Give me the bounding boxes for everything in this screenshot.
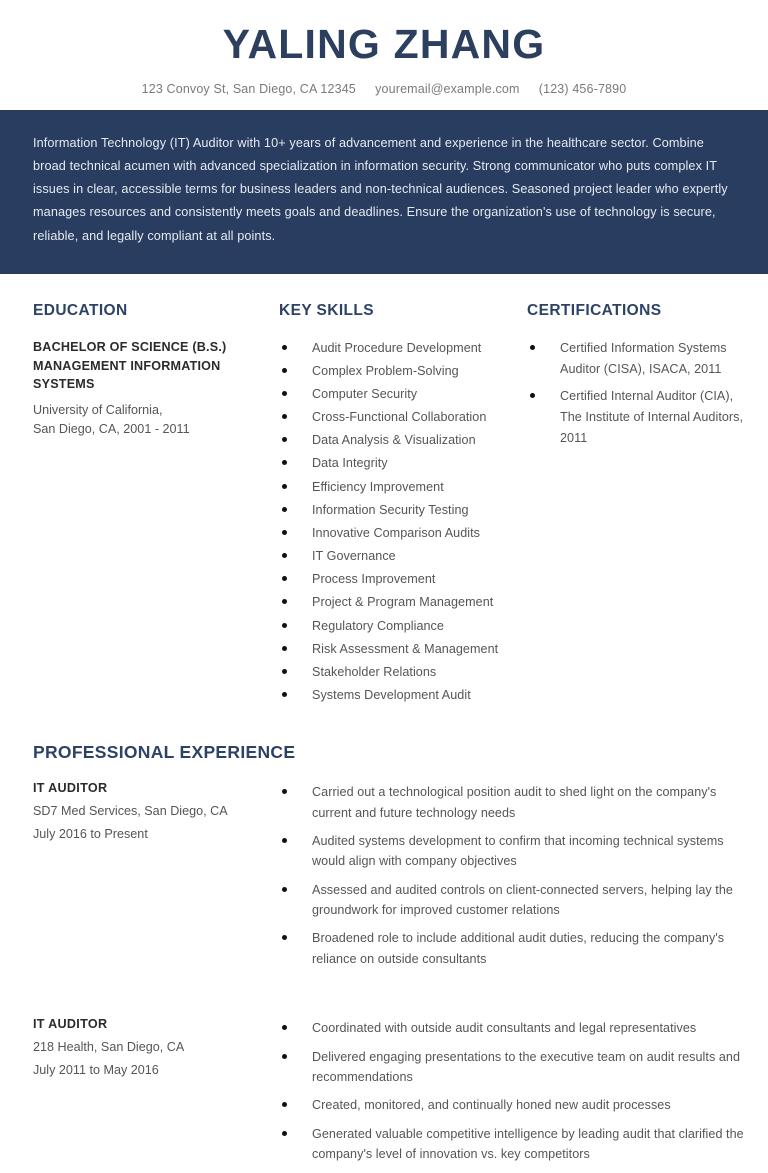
contact-line [0,82,768,96]
top-columns [33,302,744,709]
contact-address: 123 Convoy St, San Diego, CA 12345 [141,82,356,97]
education-school [33,401,279,439]
list-item: Project & Program Management [279,592,527,613]
skills-list [279,338,527,707]
education-school-line-2: San Diego, CA, 2001 - 2011 [33,422,190,437]
education-section [33,302,279,709]
education-heading: EDUCATION [33,301,128,319]
job-dates: July 2016 to Present [33,827,148,842]
summary-band [0,110,768,274]
skills-section [279,302,527,709]
list-item: Generated valuable competitive intelligence by leading audit that clarified the company's level of innovation vs. key competitors [279,1124,744,1165]
certifications-list [527,338,744,450]
skills-heading: KEY SKILLS [279,301,375,319]
list-item: IT Governance [279,546,527,567]
list-item: Stakeholder Relations [279,662,527,683]
list-item: Delivered engaging presentations to the executive team on audit results and recommendations [279,1047,744,1088]
experience-job [33,1017,744,1172]
list-item: Cross-Functional Collaboration [279,407,527,428]
certifications-section [527,302,744,709]
job-details [279,1017,744,1172]
list-item: Regulatory Compliance [279,616,527,637]
resume-body [0,302,768,1173]
list-item: Broadened role to include additional audit duties, reducing the company's reliance on outside consultants [279,928,744,969]
list-item: Process Improvement [279,569,527,590]
job-title: IT AUDITOR [33,1017,108,1032]
experience-job [33,781,744,977]
resume-header [0,0,768,96]
education-school-line-1: University of California, [33,403,163,418]
list-item: Carried out a technological position audit to shed light on the company's current and future technology needs [279,782,744,823]
list-item: Risk Assessment & Management [279,639,527,660]
list-item: Systems Development Audit [279,685,527,706]
list-item: Information Security Testing [279,500,527,521]
list-item: Coordinated with outside audit consultants and legal representatives [279,1018,744,1038]
experience-heading: PROFESSIONAL EXPERIENCE [33,742,296,763]
list-item: Created, monitored, and continually honed new audit processes [279,1095,744,1115]
job-company: SD7 Med Services, San Diego, CA [33,804,228,819]
job-bullet-list [279,1018,744,1164]
list-item: Efficiency Improvement [279,477,527,498]
list-item: Computer Security [279,384,527,405]
job-details [279,781,744,977]
list-item: Data Analysis & Visualization [279,430,527,451]
list-item: Data Integrity [279,453,527,474]
job-dates: July 2011 to May 2016 [33,1063,159,1078]
job-bullet-list [279,782,744,969]
page-title: YALING ZHANG [222,21,546,67]
list-item: Innovative Comparison Audits [279,523,527,544]
job-meta [33,1017,279,1172]
summary-text: Information Technology (IT) Auditor with 10+ years of advancement and experience in the healthcare sector. Combine broad technical acumen with advanced specialization in information security. Strong communicator who puts complex IT issues in clear, accessible terms for business leaders and non-technical audiences. Seasoned project leader who expertly manages resources and consistently meets goals and deadlines. Ensure the organization's use of technology is secure, reliable, and legally compliant at all points. [33,136,728,243]
job-meta [33,781,279,977]
list-item: Audit Procedure Development [279,338,527,359]
list-item: Certified Information Systems Auditor (CISA), ISACA, 2011 [527,338,744,380]
experience-section [33,742,744,1172]
list-item: Certified Internal Auditor (CIA), The Institute of Internal Auditors, 2011 [527,386,744,449]
certifications-heading: CERTIFICATIONS [527,301,662,319]
contact-email: youremail@example.com [375,82,520,97]
job-title: IT AUDITOR [33,781,108,796]
education-degree: BACHELOR OF SCIENCE (B.S.) MANAGEMENT INFORMATION SYSTEMS [33,339,227,392]
list-item: Assessed and audited controls on client-connected servers, helping lay the groundwork for improved customer relations [279,880,744,921]
job-company: 218 Health, San Diego, CA [33,1040,185,1055]
list-item: Audited systems development to confirm that incoming technical systems would align with company objectives [279,831,744,872]
contact-phone: (123) 456-7890 [538,82,627,97]
list-item: Complex Problem-Solving [279,361,527,382]
